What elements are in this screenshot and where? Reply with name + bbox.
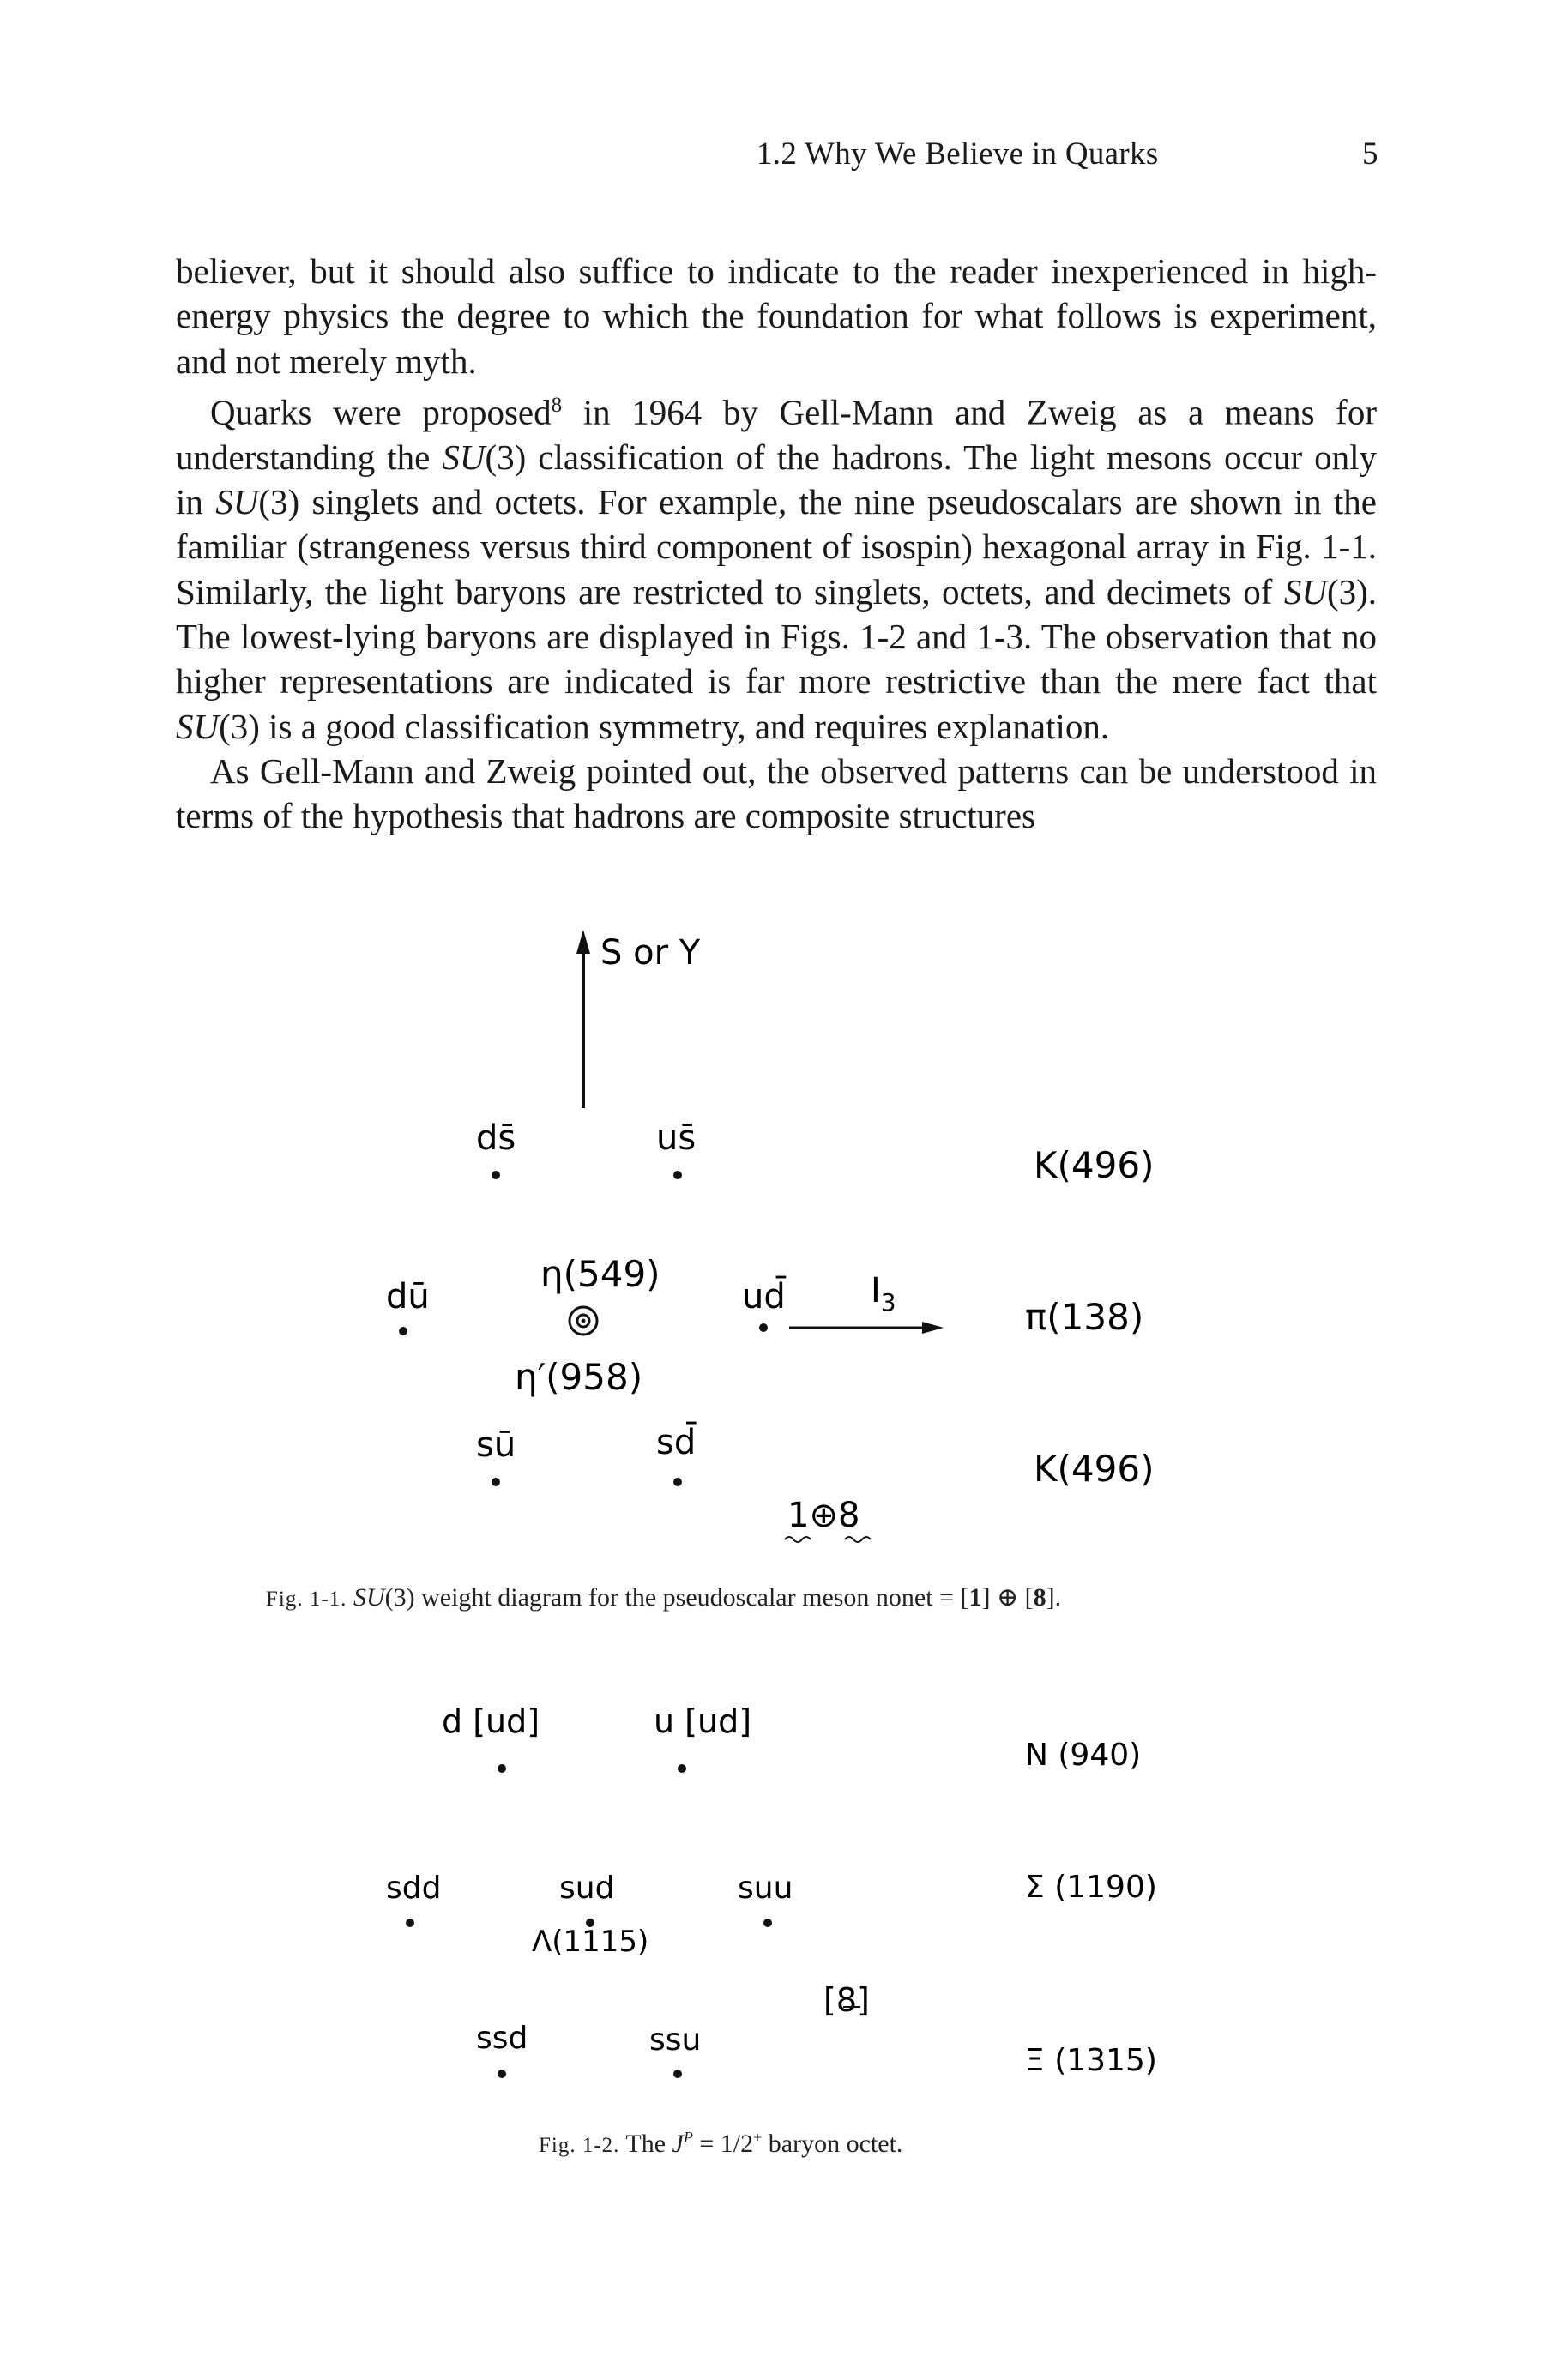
running-title: 1.2 Why We Believe in Quarks <box>757 136 1159 172</box>
state-dot-u-ud <box>678 1764 686 1773</box>
caption-one: 1 <box>968 1583 982 1612</box>
su3-italic: SU <box>442 437 486 477</box>
p2-a: Quarks were proposed <box>210 392 552 432</box>
p2-b: in 1964 by Gell-Mann and Zweig as a means for understanding the <box>176 392 1377 477</box>
state-dot-sdd <box>406 1919 414 1927</box>
p2-f: is a good classification symmetry, and requires explanation. <box>259 706 1110 746</box>
caption-plus-superscript: + <box>753 2129 763 2146</box>
su3-italic: SU <box>1283 571 1327 612</box>
quark-label-sd: sd̄ <box>656 1423 697 1462</box>
quark-label-du: dū <box>386 1277 430 1317</box>
state-dot-du <box>399 1327 407 1335</box>
figure-1-1 <box>0 926 1544 1630</box>
s-axis-label: S or Y <box>600 933 701 973</box>
baryon-xi: Ξ (1315) <box>1025 2043 1157 2078</box>
paragraph-2 <box>176 383 1377 749</box>
meson-kaon-bottom: K(496) <box>1034 1448 1155 1490</box>
su3-arg: (3) <box>1326 571 1368 612</box>
body-text <box>176 249 1377 839</box>
state-dot-d-ud <box>498 1764 506 1773</box>
caption-text-a: weight diagram for the pseudoscalar meson nonet = [ <box>421 1583 969 1612</box>
su3-arg: (3) <box>258 482 300 522</box>
quark-label-d-ud: d [ud] <box>442 1702 540 1740</box>
s-axis-arrowhead <box>576 930 590 954</box>
baryon-lambda: Λ(1115) <box>532 1925 649 1959</box>
running-header <box>0 136 1544 187</box>
quark-label-u-ud: u [ud] <box>654 1702 752 1740</box>
quark-label-ds: ds̄ <box>476 1118 516 1158</box>
paragraph-3-text: As Gell-Mann and Zweig pointed out, the observed patterns can be understood in terms of the hypothesis that hadrons are composite structures <box>176 750 1377 836</box>
state-dot-suu <box>763 1919 772 1927</box>
state-dot-ssd <box>498 2070 506 2078</box>
quark-label-us: us̄ <box>656 1118 697 1158</box>
center-dot <box>582 1319 586 1323</box>
page-number: 5 <box>1362 136 1378 172</box>
caption-text-b: ] ⊕ [ <box>981 1583 1034 1612</box>
caption-p-superscript: P <box>683 2129 693 2146</box>
p2-c: classification of the hadrons. The light mesons occur only in <box>176 437 1377 522</box>
baryon-nucleon: N (940) <box>1025 1738 1142 1773</box>
weight-diagram-baryon-octet <box>0 1690 1544 2170</box>
representation-octet: [8] <box>823 1981 870 2019</box>
su3-arg: (3) <box>219 706 260 746</box>
caption-text-a: The <box>625 2130 672 2158</box>
weight-diagram-meson-nonet <box>0 926 1544 1630</box>
caption-j: J <box>672 2130 684 2158</box>
figure-1-2 <box>0 1690 1544 2170</box>
representation-1-plus-8: 1⊕8 <box>787 1496 860 1535</box>
caption-su-arg: (3) <box>384 1583 415 1612</box>
footnote-ref[interactable]: 8 <box>551 393 563 417</box>
paragraph-1 <box>176 249 1377 383</box>
state-dot-su <box>492 1478 500 1486</box>
su3-italic: SU <box>215 482 259 522</box>
i3-axis-label <box>871 1271 896 1317</box>
tilde-under-8 <box>845 1537 871 1542</box>
p2-d: singlets and octets. For example, the nine pseudoscalars are shown in the familiar (strangeness versus third component of isospin) hexagonal array in Fig. 1-1. Similarly, the light baryons are restricted to singlets, octets, and decimets of <box>176 482 1377 612</box>
baryon-sigma: Σ (1190) <box>1025 1870 1157 1905</box>
quark-label-ud: ud̄ <box>742 1277 786 1317</box>
paragraph-3 <box>176 749 1377 839</box>
meson-pion: π(138) <box>1025 1296 1144 1338</box>
state-dot-ud <box>759 1323 768 1332</box>
quark-label-suu: suu <box>738 1871 793 1906</box>
figure-1-1-caption <box>266 1582 1061 1612</box>
caption-text-b: = 1/2 <box>692 2130 754 2158</box>
quark-label-ssu: ssu <box>649 2022 702 2058</box>
caption-text-c: ]. <box>1046 1583 1062 1612</box>
state-dot-us <box>673 1171 682 1179</box>
meson-eta: η(549) <box>540 1253 660 1295</box>
tilde-under-1 <box>785 1537 811 1542</box>
caption-su: SU <box>353 1583 385 1612</box>
state-dot-ds <box>492 1171 500 1179</box>
paragraph-1-text: believer, but it should also suffice to indicate to the reader inexperienced in high-energy physics the degree to which the foundation for what follows is experiment, and not merely myth. <box>176 251 1377 381</box>
i3-axis-arrowhead <box>922 1322 944 1334</box>
figure-1-2-caption <box>539 2129 902 2159</box>
caption-fig-number: Fig. 1-1. <box>266 1588 347 1611</box>
state-dot-sd <box>673 1478 682 1486</box>
p2-e: . The lowest-lying baryons are displayed in Figs. 1-2 and 1-3. The observation that no higher representations are indicated is far more restrictive than the mere fact that <box>176 571 1377 702</box>
quark-label-sud: sud <box>559 1871 615 1906</box>
caption-eight: 8 <box>1033 1583 1046 1612</box>
meson-eta-prime: η′(958) <box>515 1356 643 1398</box>
i3-subscript: 3 <box>880 1288 896 1317</box>
state-dot-ssu <box>673 2070 682 2078</box>
su3-italic: SU <box>176 706 220 746</box>
quark-label-su: sū <box>476 1425 516 1465</box>
caption-fig-number: Fig. 1-2. <box>539 2134 620 2157</box>
quark-label-sdd: sdd <box>386 1871 442 1906</box>
caption-text-c: baryon octet. <box>762 2130 903 2158</box>
su3-arg: (3) <box>485 437 527 477</box>
meson-kaon-top: K(496) <box>1034 1144 1155 1186</box>
quark-label-ssd: ssd <box>476 2021 528 2056</box>
i3-symbol: I <box>871 1271 881 1311</box>
